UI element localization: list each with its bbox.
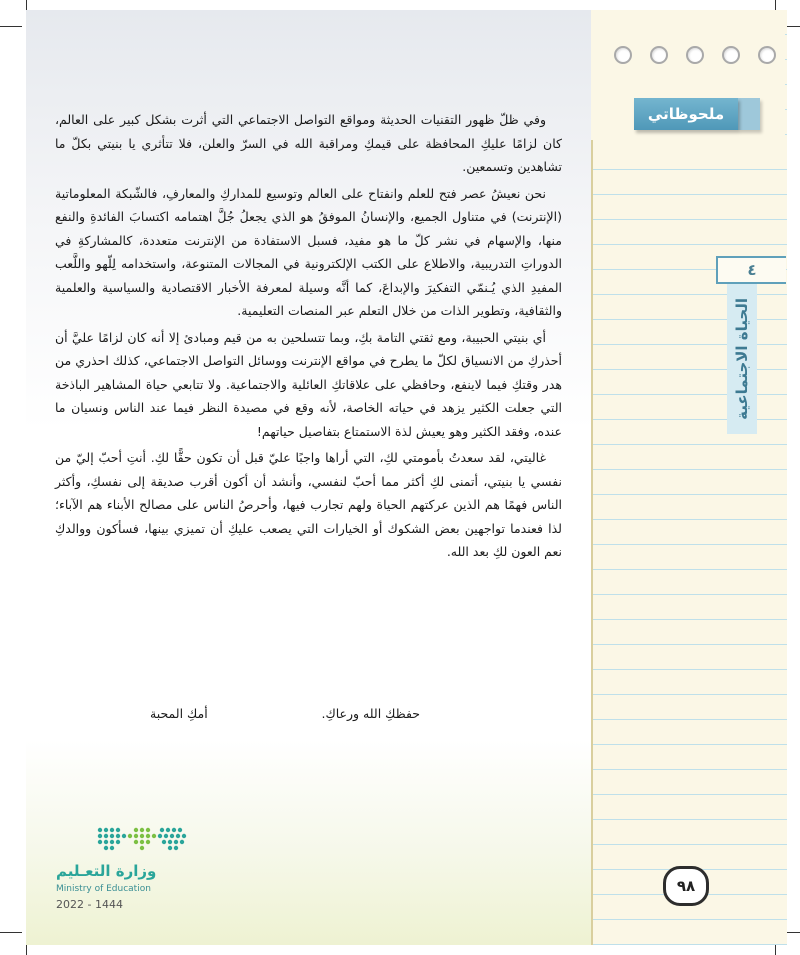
notes-tab-flap xyxy=(738,98,760,130)
notes-tab: ملحوظاتي xyxy=(634,98,738,130)
ministry-name-en: Ministry of Education xyxy=(56,884,151,894)
crop-mark xyxy=(0,26,22,27)
binder-hole-icon xyxy=(686,46,704,64)
paragraph: نحن نعيشُ عصر فتح للعلم وانفتاح على العالم وتوسيع للمداركِ والمعارفِ، فالشّبكة المعلوماتية (الإنترنت) في متناول الجميع، والإنسانُ الموفقُ هو الذي يجعلُ جُلَّ اهتمامه اكتسابَ الفائدةِ والنفع منها، والإسهام في نشر كلّ ما هو مفيد، فسبل الاستفادة من الإنترنت متعددة، كالمشاركةِ في الدوراتِ التدريبية، والاطلاع على الكتب الإلكترونية في المجالات المتنوعة، واستخدامه لِلّهو واللَّعب المفيدِ الذي يُـنمّي التفكيرَ والإبداعَ، كما أنَّه وسيلة لمعرفة الأخبار الاقتصادية والسياسية والعلمية والثقافية، وتطوير الذات من خلال التعلم عبر المنصات التعليمية. xyxy=(55,185,562,318)
ministry-dots-icon xyxy=(96,826,188,858)
notes-sidebar xyxy=(591,10,787,945)
ministry-name-ar: وزارة التعـليم xyxy=(56,862,157,880)
binder-hole-icon xyxy=(650,46,668,64)
unit-title-text: الحياة الاجتماعية xyxy=(733,298,751,420)
letter-signature xyxy=(150,706,420,721)
unit-title xyxy=(727,284,757,434)
crop-mark xyxy=(0,932,22,933)
binder-hole-icon xyxy=(758,46,776,64)
letter-body xyxy=(55,108,562,567)
paragraph: أي بنيتي الحبيبة، ومع ثقتي التامة بكِ، وبما تتسلحين به من قيم ومبادئ إلا أنه كان لزامًا عليَّ أن أحذركِ من الانسياق لكلّ ما يطرح في مواقع الإنترنت ووسائل التواصل الاجتماعي، كذلك احذري من هدر وقتكِ فيما لاينفع، وحافظي على علاقاتكِ العائلية والاجتماعية. ولا تتابعي حياة المشاهير الباذخة التي جعلت الكثير يزهد في حياته الخاصة، لأنه وقع في مصيدة النظر فيما عند الناس ونسيان ما عنده، وفقد الكثير وهو يعيش لذة الاستمتاع بتفاصيل حياتهم! xyxy=(55,329,562,439)
closing-text: حفظكِ الله ورعاكِ. xyxy=(321,706,420,721)
unit-number-box xyxy=(716,256,786,284)
unit-number: ٤ xyxy=(747,261,757,279)
signature-text: أمكِ المحبة xyxy=(150,706,208,721)
edition-year: 2022 - 1444 xyxy=(56,898,123,911)
paragraph: غاليتي، لقد سعدتُ بأمومتي لكِ، التي أراها واجبًا عليّ قبل أن تكون حقًّا لكِ. أنتِ أحبّ إليّ من نفسي يا بنيتي، أتمنى لكِ أكثر مما أحبّ لنفسي، وأنشد أن أكون أقرب صديقة إلى نفسكِ، وأكثر الناس فهمًا هم الذين عركتهم الحياة ولهم تجارب فيها، وأحرصُ الناس على مصالح الأبناء هم الآباء؛ لذا فعندما تواجهين بعض الشكوك أو الخيارات التي يصعب عليكِ أن تميزي بينها، فسأكون ووالدكِ نعم العون لكِ بعد الله. xyxy=(55,450,562,559)
binder-hole-icon xyxy=(722,46,740,64)
paragraph: وفي ظلّ ظهور التقنيات الحديثة ومواقع التواصل الاجتماعي التي أثرت بشكل كبير على العالم، كان لزامًا عليكِ المحافظة على قيمكِ ومراقبة الله في السرّ والعلن، فلا تتأثري يا بنيتي بكلّ ما تشاهدين وتسمعين. xyxy=(55,112,562,174)
page-number: ٩٨ xyxy=(663,866,709,906)
binder-hole-icon xyxy=(614,46,632,64)
ministry-logo xyxy=(56,826,196,936)
